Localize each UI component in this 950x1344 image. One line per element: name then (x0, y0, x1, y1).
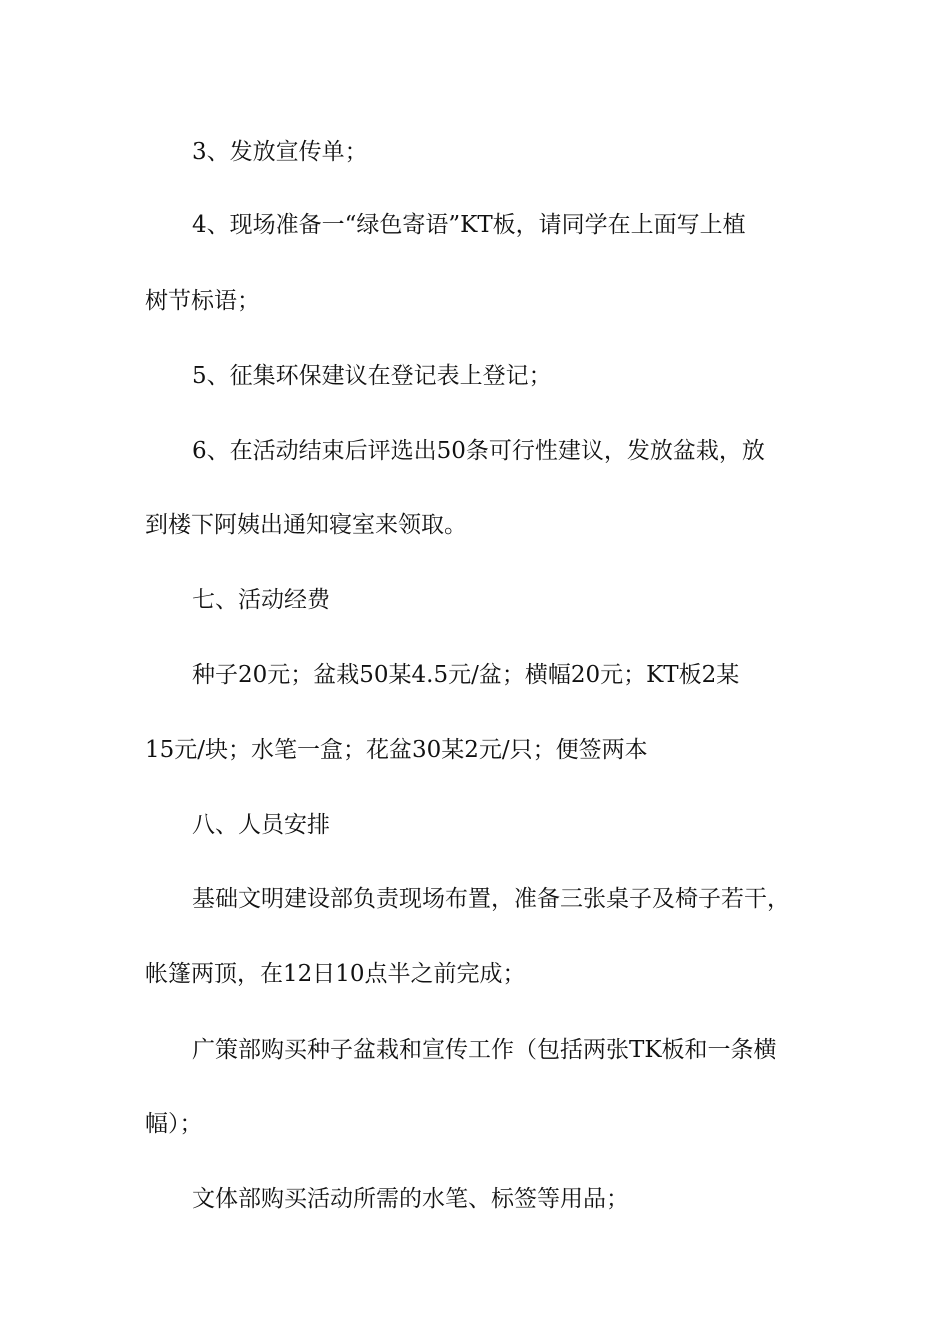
paragraph-line-10: 帐篷两顶，在12日10点半之前完成； (145, 961, 526, 987)
paragraph-line-6: 到楼下阿姨出通知寝室来领取。 (145, 512, 467, 538)
section-heading-staffing: 八、人员安排 (192, 812, 330, 838)
paragraph-line-4: 5、征集环保建议在登记表上登记； (192, 363, 552, 389)
paragraph-line-7: 种子20元；盆栽50某4.5元/盆；横幅20元；KT板2某 (192, 662, 740, 688)
paragraph-line-12: 幅）； (145, 1111, 203, 1137)
paragraph-line-13: 文体部购买活动所需的水笔、标签等用品； (192, 1186, 629, 1212)
paragraph-line-2: 4、现场准备一“绿色寄语”KT板，请同学在上面写上植 (192, 212, 746, 238)
paragraph-line-5: 6、在活动结束后评选出50条可行性建议，发放盆栽，放 (192, 438, 765, 464)
paragraph-line-11: 广策部购买种子盆栽和宣传工作（包括两张TK板和一条横 (192, 1037, 777, 1063)
paragraph-line-1: 3、发放宣传单； (192, 139, 368, 165)
section-heading-expenses: 七、活动经费 (192, 587, 330, 613)
paragraph-line-8: 15元/块；水笔一盒；花盆30某2元/只；便签两本 (145, 737, 648, 763)
paragraph-line-3: 树节标语； (145, 288, 260, 314)
paragraph-line-9: 基础文明建设部负责现场布置，准备三张桌子及椅子若干， (192, 886, 790, 912)
